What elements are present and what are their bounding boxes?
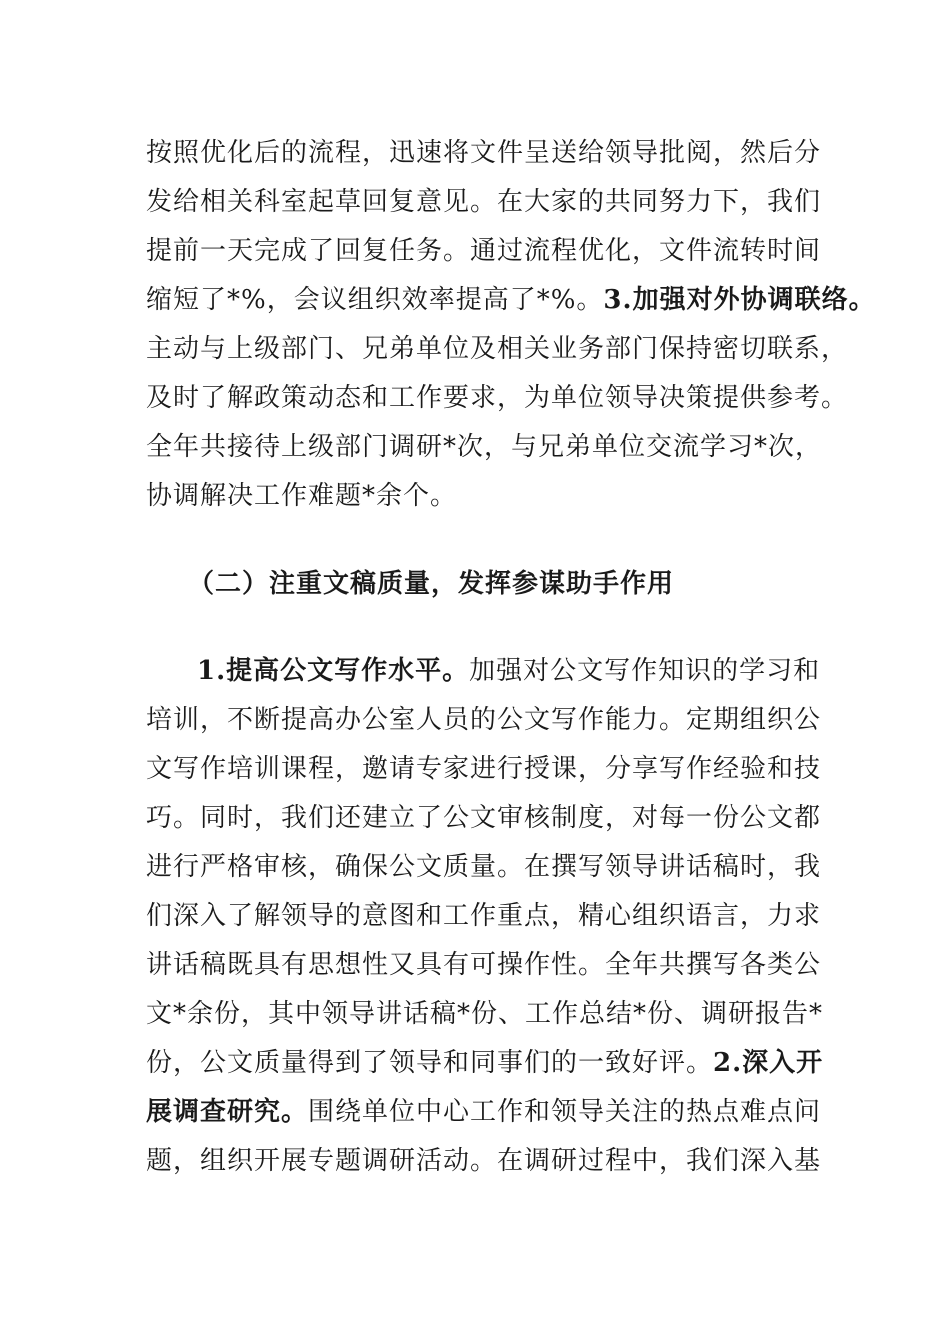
subheading-inline: 展调查研究。 <box>146 1097 309 1127</box>
body-text-line: 文*余份，其中领导讲话稿*份、工作总结*份、调研报告* <box>146 999 824 1029</box>
body-text-segment: 围绕单位中心工作和领导关注的热点难点问 <box>308 1097 822 1127</box>
body-text-line: 提前一天完成了回复任务。通过流程优化，文件流转时间 <box>146 236 822 266</box>
body-text-line <box>197 654 837 688</box>
body-text-line <box>146 1095 826 1129</box>
body-text-line: 们深入了解领导的意图和工作重点，精心组织语言，力求 <box>146 901 822 931</box>
body-text-segment: 加强对公文写作知识的学习和 <box>469 656 821 686</box>
body-text-segment: 份，公文质量得到了领导和同事们的一致好评。 <box>146 1048 714 1078</box>
body-text-line: 培训，不断提高办公室人员的公文写作能力。定期组织公 <box>146 705 822 735</box>
body-text-line: 发给相关科室起草回复意见。在大家的共同努力下，我们 <box>146 187 822 217</box>
subheading-inline: 2.深入开 <box>713 1048 824 1078</box>
body-text-line: 全年共接待上级部门调研*次，与兄弟单位交流学习*次， <box>146 432 823 462</box>
body-text-line: 进行严格审核，确保公文质量。在撰写领导讲话稿时，我 <box>146 852 822 882</box>
body-text-line: 协调解决工作难题*余个。 <box>146 481 458 511</box>
body-text-line: 及时了解政策动态和工作要求，为单位领导决策提供参考。 <box>146 383 849 413</box>
body-text-line: 讲话稿既具有思想性又具有可操作性。全年共撰写各类公 <box>146 950 822 980</box>
body-text-segment: 缩短了*%，会议组织效率提高了*%。 <box>146 285 604 315</box>
body-text-line: 文写作培训课程，邀请专家进行授课，分享写作经验和技 <box>146 754 822 784</box>
body-text-line: 按照优化后的流程，迅速将文件呈送给领导批阅，然后分 <box>146 138 822 168</box>
section-heading: （二）注重文稿质量，发挥参谋助手作用 <box>188 569 675 599</box>
body-text-line: 主动与上级部门、兄弟单位及相关业务部门保持密切联系， <box>146 334 849 364</box>
subheading-inline: 3.加强对外协调联络。 <box>603 285 876 315</box>
subheading-inline: 1.提高公文写作水平。 <box>197 656 470 686</box>
body-text-line <box>146 1046 826 1080</box>
body-text-line: 题，组织开展专题调研活动。在调研过程中，我们深入基 <box>146 1146 822 1176</box>
body-text-line <box>146 283 876 317</box>
body-text-line: 巧。同时，我们还建立了公文审核制度，对每一份公文都 <box>146 803 822 833</box>
